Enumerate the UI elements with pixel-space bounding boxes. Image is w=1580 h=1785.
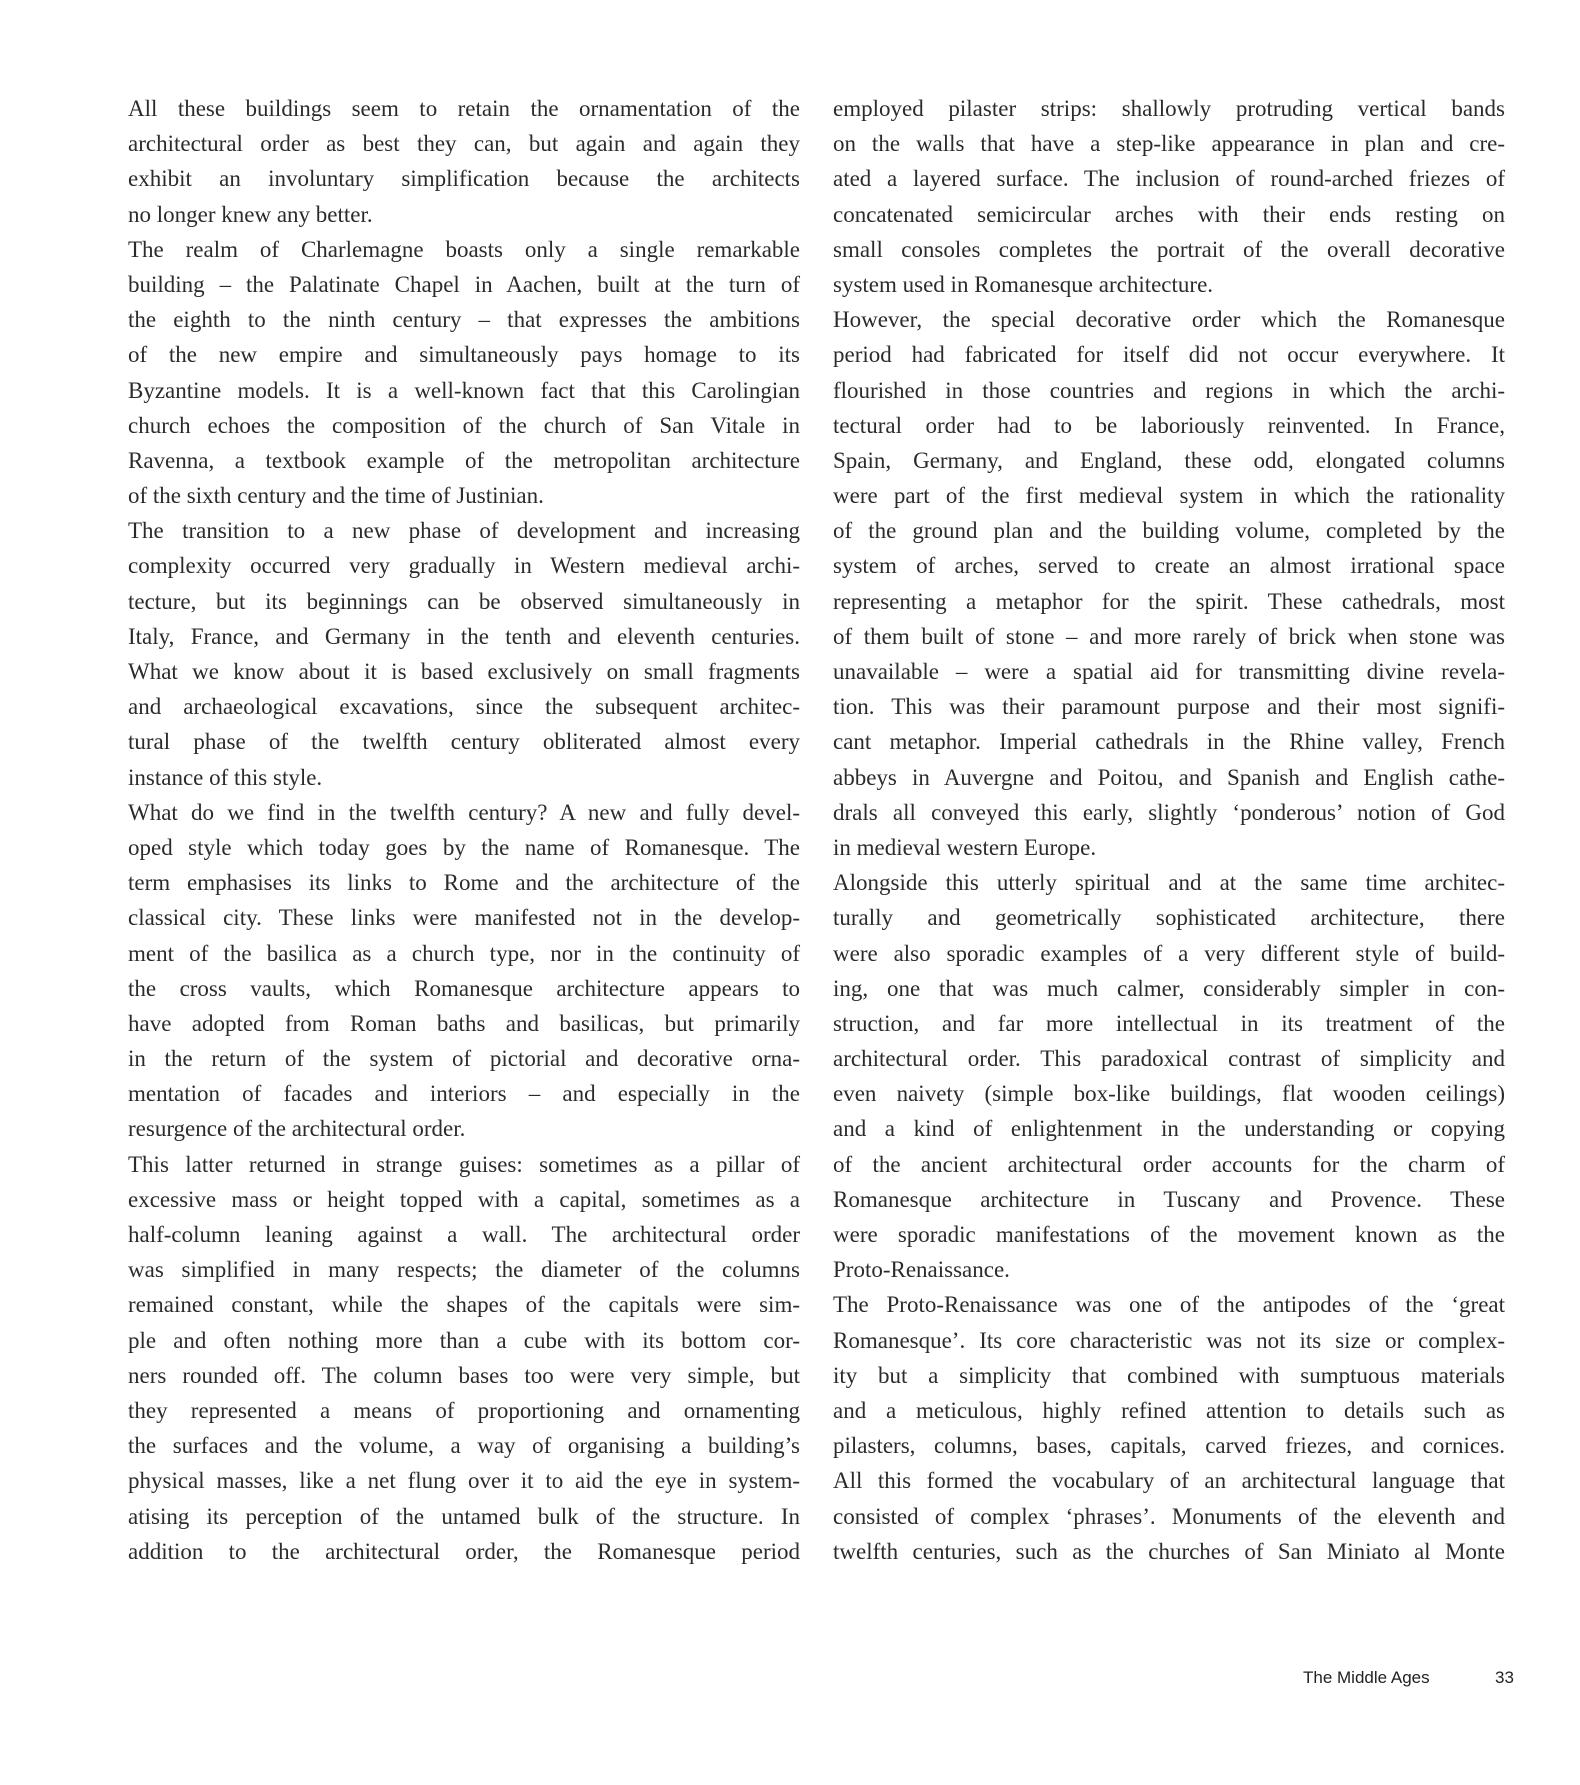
text-line: Spain, Germany, and England, these odd, elongated columns (833, 447, 1505, 473)
text-line: of the sixth century and the time of Justinian. (128, 483, 544, 509)
text-line: tion. This was their paramount purpose and their most signifi- (833, 694, 1505, 720)
text-line: were part of the first medieval system in which the rationality (833, 483, 1505, 509)
text-line: architectural order as best they can, but again and again they (128, 131, 800, 157)
text-line: and a meticulous, highly refined attention to details such as (833, 1397, 1505, 1423)
text-line: even naivety (simple box-like buildings, flat wooden ceilings) (833, 1081, 1505, 1107)
text-line: ners rounded off. The column bases too were very simple, but (128, 1362, 800, 1388)
text-line: ple and often nothing more than a cube with its bottom cor- (128, 1327, 800, 1353)
text-line: Romanesque architecture in Tuscany and Provence. These (833, 1186, 1505, 1212)
text-line: mentation of facades and interiors – and especially in the (128, 1081, 800, 1107)
text-line: Proto-Renaissance. (833, 1257, 1010, 1283)
text-line: flourished in those countries and regions in which the archi- (833, 377, 1505, 403)
text-line: Italy, France, and Germany in the tenth and eleventh centuries. (128, 623, 800, 649)
text-line: of them built of stone – and more rarely of brick when stone was (833, 623, 1505, 649)
paragraph (128, 513, 800, 795)
text-line: they represented a means of proportioning and ornamenting (128, 1397, 800, 1423)
text-line: What do we find in the twelfth century? A new and fully devel- (128, 799, 800, 825)
text-line: system of arches, served to create an almost irrational space (833, 553, 1505, 579)
paragraph (128, 795, 800, 1147)
running-head: The Middle Ages (1303, 1668, 1430, 1687)
text-line: have adopted from Roman baths and basilicas, but primarily (128, 1010, 800, 1036)
text-line: complexity occurred very gradually in Western medieval archi- (128, 553, 800, 579)
left-text-column (128, 91, 800, 1569)
text-line: was simplified in many respects; the diameter of the columns (128, 1257, 800, 1283)
text-line: What we know about it is based exclusively on small fragments (128, 659, 800, 684)
text-line: struction, and far more intellectual in its treatment of the (833, 1010, 1505, 1036)
text-line: tural phase of the twelfth century obliterated almost every (128, 729, 800, 755)
text-line: were sporadic manifestations of the movement known as the (833, 1222, 1505, 1247)
text-line: drals all conveyed this early, slightly ‘ponderous’ notion of God (833, 799, 1505, 825)
text-line: Byzantine models. It is a well-known fact that this Carolingian (128, 377, 800, 403)
text-line: excessive mass or height topped with a capital, sometimes as a (128, 1186, 800, 1212)
text-line: term emphasises its links to Rome and the architecture of the (128, 870, 800, 896)
text-line: building – the Palatinate Chapel in Aachen, built at the turn of (128, 271, 800, 297)
paragraph (833, 91, 1505, 302)
text-line: and a kind of enlightenment in the understanding or copying (833, 1116, 1505, 1142)
text-line: period had fabricated for itself did not occur everywhere. It (833, 342, 1505, 368)
text-line: no longer knew any better. (128, 201, 373, 227)
text-line: This latter returned in strange guises: sometimes as a pillar of (128, 1151, 800, 1177)
text-line: small consoles completes the portrait of the overall decorative (833, 236, 1505, 262)
text-line: and archaeological excavations, since the subsequent architec- (128, 694, 800, 720)
paragraph (833, 302, 1505, 865)
text-line: unavailable – were a spatial aid for transmitting divine revela- (833, 659, 1505, 684)
text-line: the surfaces and the volume, a way of organising a building’s (128, 1433, 800, 1459)
text-line: employed pilaster strips: shallowly protruding vertical bands (833, 96, 1505, 121)
text-line: resurgence of the architectural order. (128, 1116, 466, 1142)
text-line: atising its perception of the untamed bulk of the structure. In (128, 1503, 800, 1529)
text-line: The transition to a new phase of development and increasing (128, 518, 800, 544)
text-line: half-column leaning against a wall. The architectural order (128, 1222, 800, 1247)
paragraph (833, 1287, 1505, 1569)
page-number: 33 (1495, 1668, 1514, 1687)
text-line: of the ancient architectural order accounts for the charm of (833, 1151, 1505, 1177)
text-line: Alongside this utterly spiritual and at the same time architec- (833, 870, 1505, 896)
text-line: The Proto-Renaissance was one of the antipodes of the ‘great (833, 1292, 1505, 1318)
text-line: the cross vaults, which Romanesque architecture appears to (128, 975, 800, 1001)
text-line: concatenated semicircular arches with their ends resting on (833, 201, 1505, 227)
text-line: church echoes the composition of the church of San Vitale in (128, 412, 800, 438)
paragraph (128, 91, 800, 232)
text-line: addition to the architectural order, the Romanesque period (128, 1538, 800, 1564)
text-line: turally and geometrically sophisticated architecture, there (833, 905, 1505, 931)
text-line: exhibit an involuntary simplification because the architects (128, 166, 800, 192)
text-line: system used in Romanesque architecture. (833, 271, 1214, 297)
text-line: The realm of Charlemagne boasts only a single remarkable (128, 236, 800, 262)
text-line: ment of the basilica as a church type, nor in the continuity of (128, 940, 800, 966)
text-line: representing a metaphor for the spirit. These cathedrals, most (833, 588, 1505, 614)
text-line: pilasters, columns, bases, capitals, carved friezes, and cornices. (833, 1433, 1505, 1459)
text-line: twelfth centuries, such as the churches of San Miniato al Monte (833, 1538, 1505, 1564)
text-line: ing, one that was much calmer, considerably simpler in con- (833, 975, 1505, 1001)
text-line: consisted of complex ‘phrases’. Monuments of the eleventh and (833, 1503, 1505, 1529)
text-line: of the new empire and simultaneously pays homage to its (128, 342, 800, 368)
text-line: cant metaphor. Imperial cathedrals in the Rhine valley, French (833, 729, 1505, 755)
paragraph (128, 1147, 800, 1569)
text-line: ity but a simplicity that combined with sumptuous materials (833, 1362, 1505, 1388)
paragraph (128, 232, 800, 514)
text-line: of the ground plan and the building volume, completed by the (833, 518, 1505, 544)
text-line: remained constant, while the shapes of the capitals were sim- (128, 1292, 800, 1318)
text-line: the eighth to the ninth century – that expresses the ambitions (128, 307, 800, 333)
text-line: However, the special decorative order which the Romanesque (833, 307, 1505, 333)
text-line: ated a layered surface. The inclusion of round-arched friezes of (833, 166, 1505, 192)
text-line: architectural order. This paradoxical contrast of simplicity and (833, 1046, 1505, 1072)
paragraph (833, 865, 1505, 1287)
text-line: in the return of the system of pictorial and decorative orna- (128, 1046, 800, 1072)
text-line: on the walls that have a step-like appearance in plan and cre- (833, 131, 1505, 157)
text-line: in medieval western Europe. (833, 834, 1097, 860)
text-line: tecture, but its beginnings can be observed simultaneously in (128, 588, 800, 614)
text-line: oped style which today goes by the name of Romanesque. The (128, 834, 800, 860)
text-line: abbeys in Auvergne and Poitou, and Spanish and English cathe- (833, 764, 1505, 790)
text-line: physical masses, like a net flung over it to aid the eye in system- (128, 1468, 800, 1494)
text-line: Romanesque’. Its core characteristic was not its size or complex- (833, 1327, 1505, 1353)
text-line: All this formed the vocabulary of an architectural language that (833, 1468, 1505, 1494)
text-line: instance of this style. (128, 764, 323, 790)
text-line: Ravenna, a textbook example of the metropolitan architecture (128, 447, 800, 473)
text-line: classical city. These links were manifested not in the develop- (128, 905, 800, 931)
text-line: were also sporadic examples of a very different style of build- (833, 940, 1505, 966)
right-text-column (833, 91, 1505, 1569)
text-line: tectural order had to be laboriously reinvented. In France, (833, 412, 1505, 438)
text-line: All these buildings seem to retain the ornamentation of the (128, 96, 800, 121)
